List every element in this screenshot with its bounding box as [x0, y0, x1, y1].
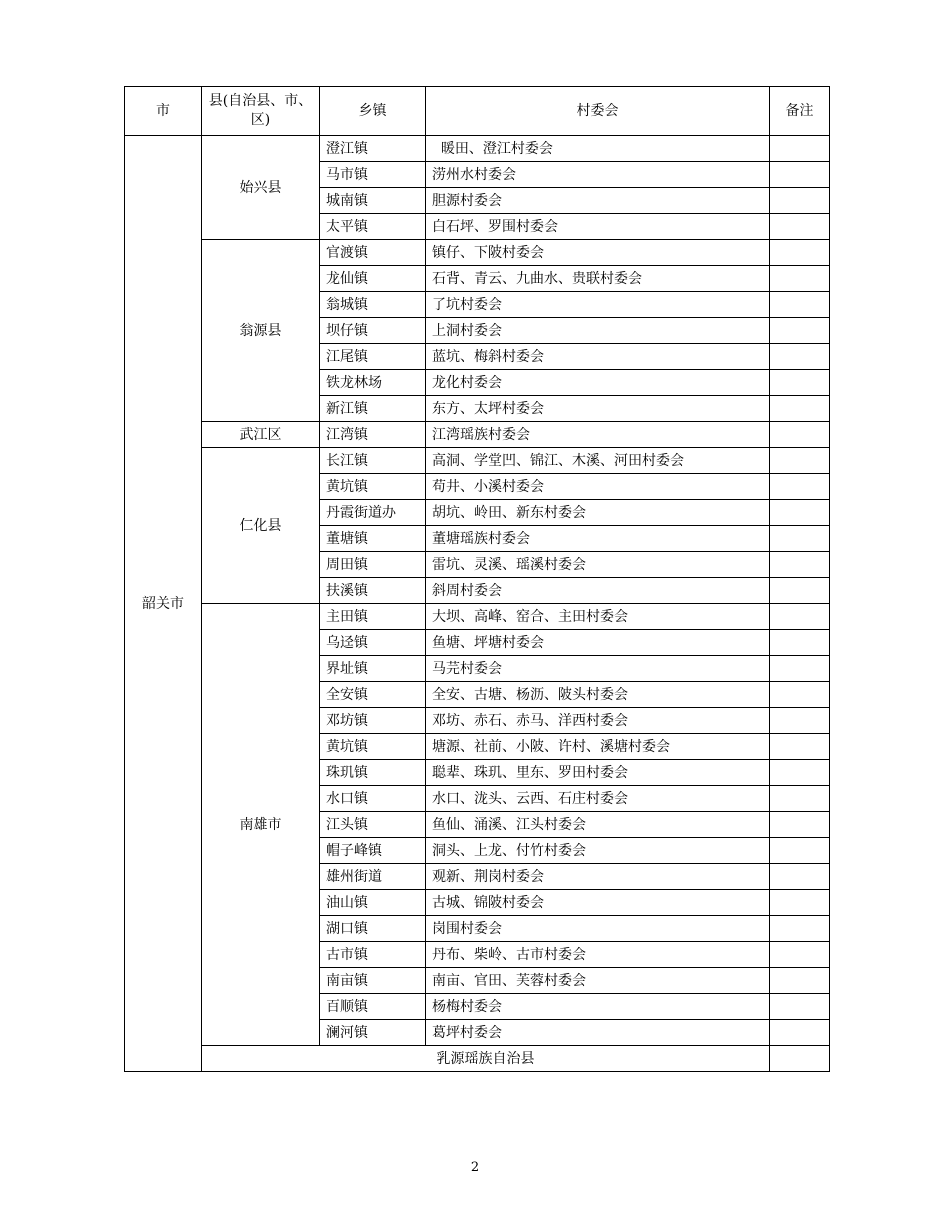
remarks-cell — [770, 240, 830, 266]
town-cell: 长江镇 — [320, 448, 426, 474]
village-committee-cell: 苟井、小溪村委会 — [426, 474, 770, 500]
remarks-cell — [770, 396, 830, 422]
page-number: 2 — [470, 1160, 480, 1175]
header-town: 乡镇 — [320, 87, 426, 136]
town-cell: 丹霞街道办 — [320, 500, 426, 526]
county-cell: 翁源县 — [202, 240, 320, 422]
village-committee-cell: 石背、青云、九曲水、贵联村委会 — [426, 266, 770, 292]
remarks-cell — [770, 682, 830, 708]
village-committee-cell: 上洞村委会 — [426, 318, 770, 344]
remarks-cell — [770, 188, 830, 214]
village-committee-cell: 葛坪村委会 — [426, 1020, 770, 1046]
header-city: 市 — [125, 87, 202, 136]
city-cell: 韶关市 — [125, 136, 202, 1072]
table-row-footer — [125, 1046, 830, 1072]
header-row — [125, 87, 830, 136]
remarks-cell — [770, 292, 830, 318]
village-committee-cell: 白石坪、罗围村委会 — [426, 214, 770, 240]
village-committee-cell: 镇仔、下陂村委会 — [426, 240, 770, 266]
town-cell: 澜河镇 — [320, 1020, 426, 1046]
remarks-cell — [770, 214, 830, 240]
town-cell: 黄坑镇 — [320, 474, 426, 500]
remarks-cell — [770, 786, 830, 812]
county-cell: 南雄市 — [202, 604, 320, 1046]
remarks-cell — [770, 136, 830, 162]
table-row — [125, 136, 830, 162]
town-cell: 翁城镇 — [320, 292, 426, 318]
town-cell: 雄州街道 — [320, 864, 426, 890]
village-committee-cell: 丹布、柴岭、古市村委会 — [426, 942, 770, 968]
remarks-cell — [770, 552, 830, 578]
village-committee-cell: 涝州水村委会 — [426, 162, 770, 188]
village-committee-cell: 塘源、社前、小陂、许村、溪塘村委会 — [426, 734, 770, 760]
table-body — [125, 87, 830, 1072]
remarks-cell — [770, 526, 830, 552]
header-village-committee: 村委会 — [426, 87, 770, 136]
remarks-cell — [770, 474, 830, 500]
town-cell: 新江镇 — [320, 396, 426, 422]
town-cell: 铁龙林场 — [320, 370, 426, 396]
town-cell: 董塘镇 — [320, 526, 426, 552]
town-cell: 南亩镇 — [320, 968, 426, 994]
village-committee-cell: 大坝、高峰、窑合、主田村委会 — [426, 604, 770, 630]
remarks-cell — [770, 630, 830, 656]
village-committee-cell: 南亩、官田、芙蓉村委会 — [426, 968, 770, 994]
village-committee-cell: 雷坑、灵溪、瑶溪村委会 — [426, 552, 770, 578]
town-cell: 龙仙镇 — [320, 266, 426, 292]
town-cell: 珠玑镇 — [320, 760, 426, 786]
village-committee-cell: 鱼仙、涌溪、江头村委会 — [426, 812, 770, 838]
remarks-cell — [770, 266, 830, 292]
table-row — [125, 448, 830, 474]
town-cell: 邓坊镇 — [320, 708, 426, 734]
header-remarks: 备注 — [770, 87, 830, 136]
town-cell: 江尾镇 — [320, 344, 426, 370]
town-cell: 油山镇 — [320, 890, 426, 916]
town-cell: 太平镇 — [320, 214, 426, 240]
remarks-cell — [770, 162, 830, 188]
remarks-cell — [770, 422, 830, 448]
town-cell: 城南镇 — [320, 188, 426, 214]
town-cell: 百顺镇 — [320, 994, 426, 1020]
county-cell: 仁化县 — [202, 448, 320, 604]
village-committee-cell: 洞头、上龙、付竹村委会 — [426, 838, 770, 864]
village-committee-cell: 马芫村委会 — [426, 656, 770, 682]
remarks-cell — [770, 344, 830, 370]
remarks-cell — [770, 864, 830, 890]
remarks-cell — [770, 994, 830, 1020]
table-row — [125, 240, 830, 266]
remarks-cell — [770, 890, 830, 916]
remarks-cell — [770, 500, 830, 526]
village-committee-cell: 龙化村委会 — [426, 370, 770, 396]
autonomous-county-cell: 乳源瑶族自治县 — [202, 1046, 770, 1072]
village-committee-cell: 斜周村委会 — [426, 578, 770, 604]
village-committee-table — [124, 86, 830, 1072]
village-committee-cell: 聪辈、珠玑、里东、罗田村委会 — [426, 760, 770, 786]
remarks-cell — [770, 812, 830, 838]
village-committee-cell: 观新、荆岗村委会 — [426, 864, 770, 890]
remarks-cell — [770, 604, 830, 630]
village-committee-cell: 水口、泷头、云西、石庄村委会 — [426, 786, 770, 812]
town-cell: 全安镇 — [320, 682, 426, 708]
village-committee-cell: 江湾瑶族村委会 — [426, 422, 770, 448]
village-committee-cell: 杨梅村委会 — [426, 994, 770, 1020]
town-cell: 界址镇 — [320, 656, 426, 682]
town-cell: 马市镇 — [320, 162, 426, 188]
town-cell: 扶溪镇 — [320, 578, 426, 604]
table-row — [125, 604, 830, 630]
remarks-cell — [770, 1020, 830, 1046]
town-cell: 周田镇 — [320, 552, 426, 578]
remarks-cell — [770, 1046, 830, 1072]
town-cell: 主田镇 — [320, 604, 426, 630]
remarks-cell — [770, 578, 830, 604]
table-row — [125, 422, 830, 448]
town-cell: 坝仔镇 — [320, 318, 426, 344]
remarks-cell — [770, 942, 830, 968]
remarks-cell — [770, 656, 830, 682]
town-cell: 江湾镇 — [320, 422, 426, 448]
village-committee-cell: 董塘瑶族村委会 — [426, 526, 770, 552]
remarks-cell — [770, 318, 830, 344]
remarks-cell — [770, 448, 830, 474]
village-committee-cell: 全安、古塘、杨沥、陂头村委会 — [426, 682, 770, 708]
town-cell: 澄江镇 — [320, 136, 426, 162]
remarks-cell — [770, 968, 830, 994]
village-committee-cell: 暖田、澄江村委会 — [426, 136, 770, 162]
remarks-cell — [770, 760, 830, 786]
town-cell: 官渡镇 — [320, 240, 426, 266]
town-cell: 湖口镇 — [320, 916, 426, 942]
remarks-cell — [770, 916, 830, 942]
village-committee-cell: 岗围村委会 — [426, 916, 770, 942]
town-cell: 水口镇 — [320, 786, 426, 812]
village-committee-cell: 胡坑、岭田、新东村委会 — [426, 500, 770, 526]
town-cell: 古市镇 — [320, 942, 426, 968]
town-cell: 帽子峰镇 — [320, 838, 426, 864]
town-cell: 江头镇 — [320, 812, 426, 838]
header-county: 县(自治县、市、区) — [202, 87, 320, 136]
county-cell: 始兴县 — [202, 136, 320, 240]
village-committee-cell: 鱼塘、坪塘村委会 — [426, 630, 770, 656]
remarks-cell — [770, 370, 830, 396]
remarks-cell — [770, 734, 830, 760]
village-committee-cell: 高洞、学堂凹、锦江、木溪、河田村委会 — [426, 448, 770, 474]
village-committee-cell: 古城、锦陂村委会 — [426, 890, 770, 916]
village-committee-cell: 东方、太坪村委会 — [426, 396, 770, 422]
town-cell: 乌迳镇 — [320, 630, 426, 656]
village-committee-cell: 了坑村委会 — [426, 292, 770, 318]
village-committee-cell: 蓝坑、梅斜村委会 — [426, 344, 770, 370]
remarks-cell — [770, 838, 830, 864]
town-cell: 黄坑镇 — [320, 734, 426, 760]
village-committee-cell: 胆源村委会 — [426, 188, 770, 214]
village-committee-cell: 邓坊、赤石、赤马、洋西村委会 — [426, 708, 770, 734]
remarks-cell — [770, 708, 830, 734]
county-cell: 武江区 — [202, 422, 320, 448]
